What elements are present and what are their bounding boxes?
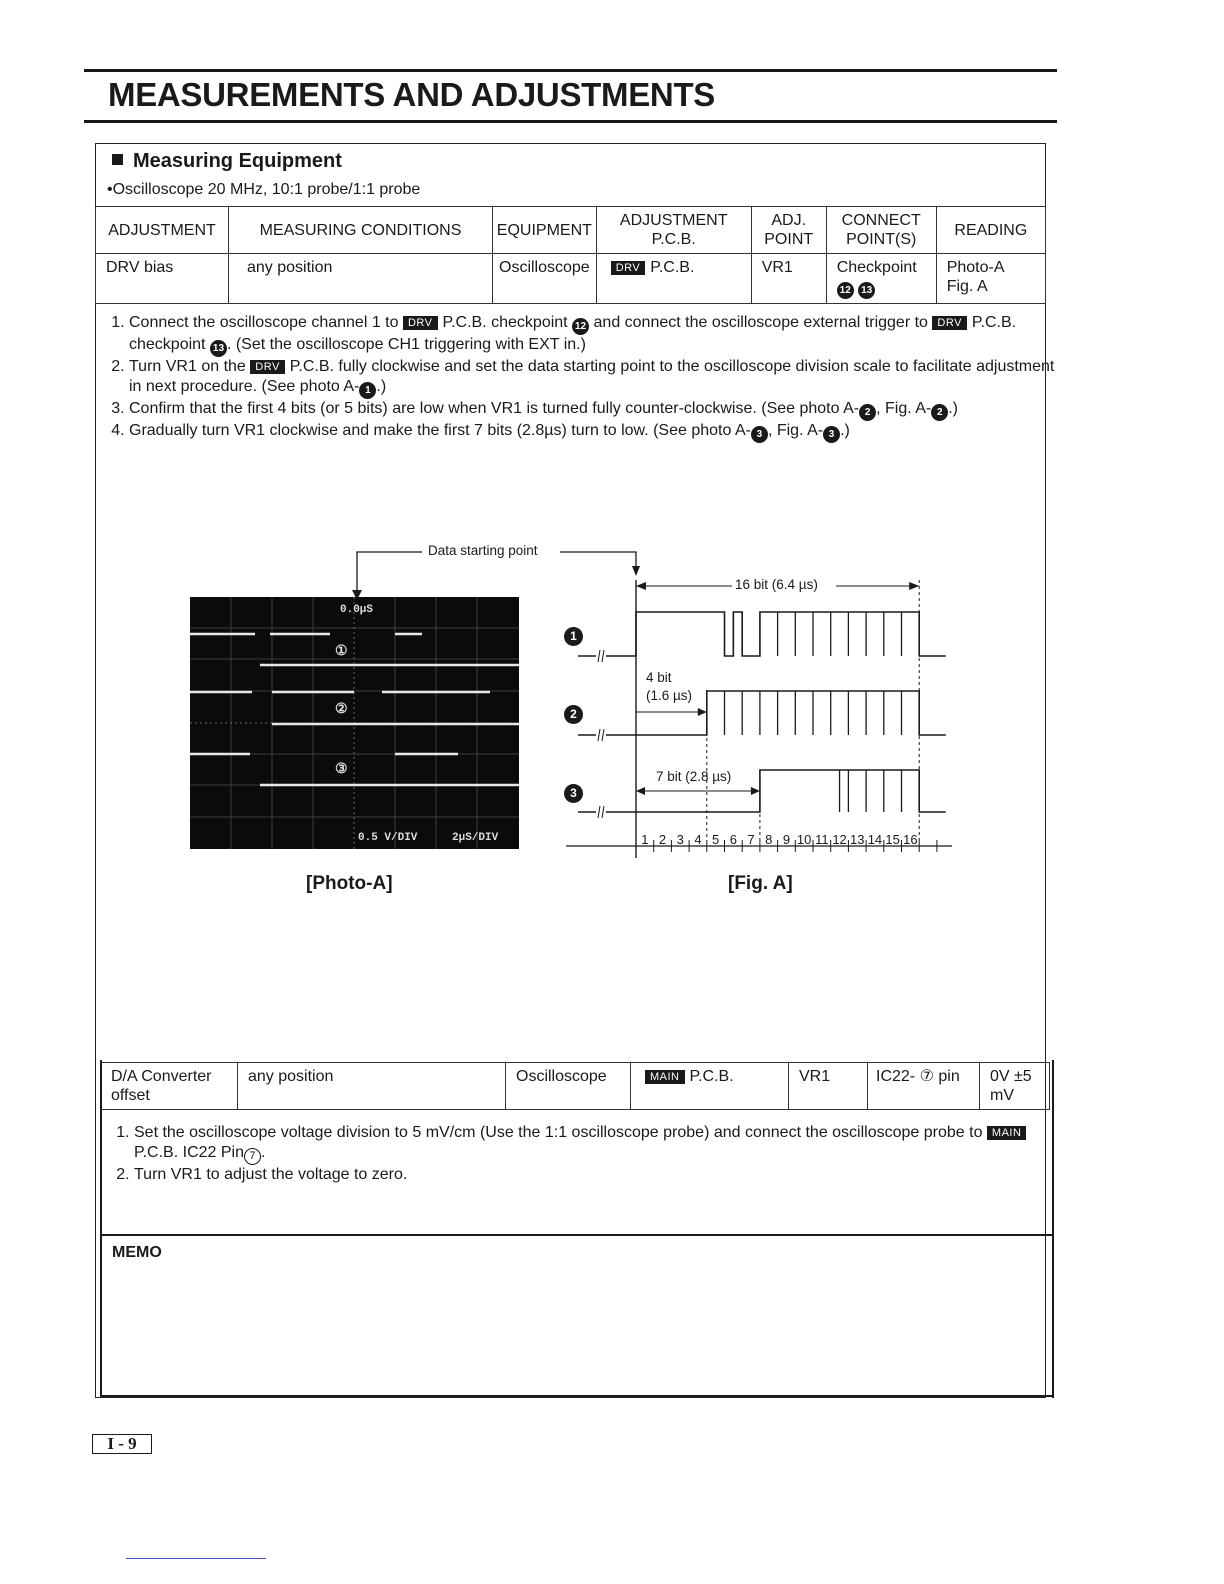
header-connect-line2: POINT(S) [846,231,917,248]
cell-conditions: any position [238,1063,506,1110]
drv-tag: DRV [611,261,646,275]
bit-number-label: 8 [765,832,773,847]
memo-label: MEMO [112,1244,162,1261]
label-4bit-line2: (1.6 µs) [646,688,693,703]
header-adj-point [751,207,826,254]
step-1-text-b: P.C.B. checkpoint [442,314,568,331]
bit-number-label: 12 [832,832,847,847]
trace-1-break [598,650,604,662]
cell-pcb [596,254,751,304]
bullet-square-icon [112,154,123,165]
header-measuring-conditions: MEASURING CONDITIONS [229,207,493,254]
data-start-label: Data starting point [428,543,538,558]
trace-1-signal [636,612,946,656]
section-title-text: Measuring Equipment [133,150,342,172]
table-row [96,254,1046,304]
step-2-text-a: Turn VR1 on the [129,358,246,375]
section-title [112,150,342,173]
step-1 [134,1123,1059,1165]
cell-reading-line2: Fig. A [946,278,988,295]
step-3-text-c: .) [948,400,958,417]
checkpoint-13-icon: 13 [858,282,875,299]
page-title: MEASUREMENTS AND ADJUSTMENTS [108,76,716,113]
cell-connect-points [826,254,936,304]
bit-number-label: 1 [641,832,649,847]
main-tag: MAIN [987,1126,1027,1140]
bit-number-label: 9 [782,832,791,847]
header-adj-point-line2: POINT [764,231,814,248]
frame-bottom [100,1395,1054,1397]
arrowhead-4bit [698,708,707,716]
bit-number-label: 14 [867,832,883,847]
step-2-text-b: P.C.B. fully clockwise and set the data starting point to the oscilloscope division scale to facilitate adjustment in next procedure. (See photo A- [129,358,1055,395]
step-2 [129,357,1064,399]
fig-marker-2-icon: 2 [931,404,948,421]
photo-marker-3-icon: 3 [751,426,768,443]
scope-volts-div: 0.5 V/DIV [358,832,418,844]
cell-reading [936,254,1045,304]
header-adj-point-line1: ADJ. [771,212,807,229]
cell-connect-points: IC22- ⑦ pin [868,1063,980,1110]
equipment-line: •Oscilloscope 20 MHz, 10:1 probe/1:1 probe [107,181,421,198]
arrowhead-right [909,582,919,590]
cell-equipment: Oscilloscope [506,1063,631,1110]
title-underline [84,120,1057,123]
arrowhead-left [636,582,646,590]
pin-7-icon: 7 [244,1148,261,1165]
header-reading: READING [936,207,1045,254]
cell-pcb [631,1063,789,1110]
cell-reading-line1: Photo-A [946,259,1005,276]
step-1-text-e: . (Set the oscilloscope CH1 triggering with EXT in.) [226,336,586,353]
cell-reading: 0V ±5 mV [980,1063,1050,1110]
header-connect-points [826,207,936,254]
step-1-text-c: and connect the oscilloscope external trigger to [593,314,928,331]
cell-adjustment-line2: offset [111,1087,150,1104]
step-4-text-a: Gradually turn VR1 clockwise and make the first 7 bits (2.8µs) turn to low. (See photo A- [129,422,751,439]
bit-number-label: 4 [694,832,702,847]
footer-link-line [126,1558,266,1559]
cell-adjustment [101,1063,238,1110]
step-3 [129,399,1064,421]
header-adjustment-pcb [596,207,751,254]
checkpoint-12-icon: 12 [572,318,589,335]
trace-marker-1-icon: 1 [564,627,583,646]
drv-tag: DRV [932,316,967,330]
header-adjustment-pcb-line1: ADJUSTMENT [619,212,728,229]
drv-tag: DRV [250,360,285,374]
bit-number-label: 3 [676,832,684,847]
table-row [101,1063,1050,1110]
frame-right-lower [1052,1060,1054,1398]
photo-marker-1-icon: 1 [359,382,376,399]
frame-left-lower [100,1060,102,1397]
step-1-text-c: . [260,1144,266,1161]
label-16bit: 16 bit (6.4 µs) [735,577,818,592]
header-adjustment-pcb-line2: P.C.B. [651,231,696,248]
cell-adjustment-line1: D/A Converter [111,1068,212,1085]
bit-number-label: 6 [729,832,737,847]
procedure-steps-da [110,1123,1059,1185]
memo-divider [100,1234,1052,1236]
arrowhead-7bit-left [636,787,645,795]
step-4-text-b: , Fig. A- [767,422,824,439]
label-4bit-line1: 4 bit [646,670,672,685]
bit-number-label: 15 [885,832,900,847]
fig-marker-3-icon: 3 [823,426,840,443]
step-4-text-c: .) [840,422,850,439]
step-4 [129,421,1064,443]
checkpoint-12-icon: 12 [837,282,854,299]
step-2: 2. Turn VR1 to adjust the voltage to zero. [134,1165,1059,1185]
scope-ch2-label: ② [335,702,348,718]
bit-number-label: 13 [850,832,865,847]
scope-ch1-label: ① [335,644,348,660]
step-1-text-a: Connect the oscilloscope channel 1 to [129,314,399,331]
adjustment-table-da [100,1062,1050,1110]
cell-adj-point: VR1 [751,254,826,304]
table-header-row [96,207,1046,254]
arrowhead-7bit-right [751,787,760,795]
step-1-text-b: P.C.B. IC22 Pin [134,1144,244,1161]
bit-number-label: 10 [796,832,812,847]
scope-time-div: 2µS/DIV [452,832,499,844]
fig-caption: [Fig. A] [728,873,793,894]
bit-number-label: 11 [815,832,829,847]
step-1 [129,313,1064,357]
cell-pcb-text: P.C.B. [689,1068,734,1085]
cell-conditions: any position [229,254,493,304]
step-3-text-a: Confirm that the first 4 bits (or 5 bits) are low when VR1 is turned fully counter-clockwise. (See photo A- [129,400,860,417]
drv-tag: DRV [403,316,438,330]
trace-marker-3-icon: 3 [564,784,583,803]
cell-pcb-text: P.C.B. [650,259,695,276]
bit-number-label: 2 [658,832,667,847]
bit-number-label: 5 [712,832,720,847]
cell-adj-point: VR1 [789,1063,868,1110]
procedure-steps-drv [105,313,1064,443]
bit-number-label: 7 [747,832,755,847]
cell-adjustment: DRV bias [96,254,229,304]
oscilloscope-photo [190,597,519,849]
cell-connect-text: Checkpoint [836,259,917,276]
header-equipment: EQUIPMENT [493,207,597,254]
adjustment-table-drv [95,206,1046,304]
trace-3-break [598,806,604,818]
scope-ch3-label: ③ [335,762,348,778]
trace-marker-2-icon: 2 [564,705,583,724]
header-connect-line1: CONNECT [841,212,921,229]
timing-diagram [560,560,960,860]
bit-number-label: 16 [903,832,918,847]
checkpoint-13-icon: 13 [210,340,227,357]
step-1-text-a: Set the oscilloscope voltage division to 5 mV/cm (Use the 1:1 oscilloscope probe) and connect the oscilloscope probe to [134,1124,983,1141]
step-3-text-b: , Fig. A- [876,400,932,417]
cell-equipment: Oscilloscope [493,254,597,304]
trace-2-break [598,729,604,741]
main-tag: MAIN [645,1070,685,1084]
photo-caption: [Photo-A] [306,873,393,894]
header-adjustment: ADJUSTMENT [96,207,229,254]
scope-time-readout: 0.0µS [340,604,374,616]
photo-marker-2-icon: 2 [859,404,876,421]
top-rule [84,69,1057,72]
step-2-text-c: .) [376,378,387,395]
step-1-text-d: P.C.B. checkpoint [129,314,1017,353]
label-7bit: 7 bit (2.8 µs) [656,769,732,784]
page-number: I - 9 [92,1434,152,1454]
oscilloscope-grid [190,597,519,849]
